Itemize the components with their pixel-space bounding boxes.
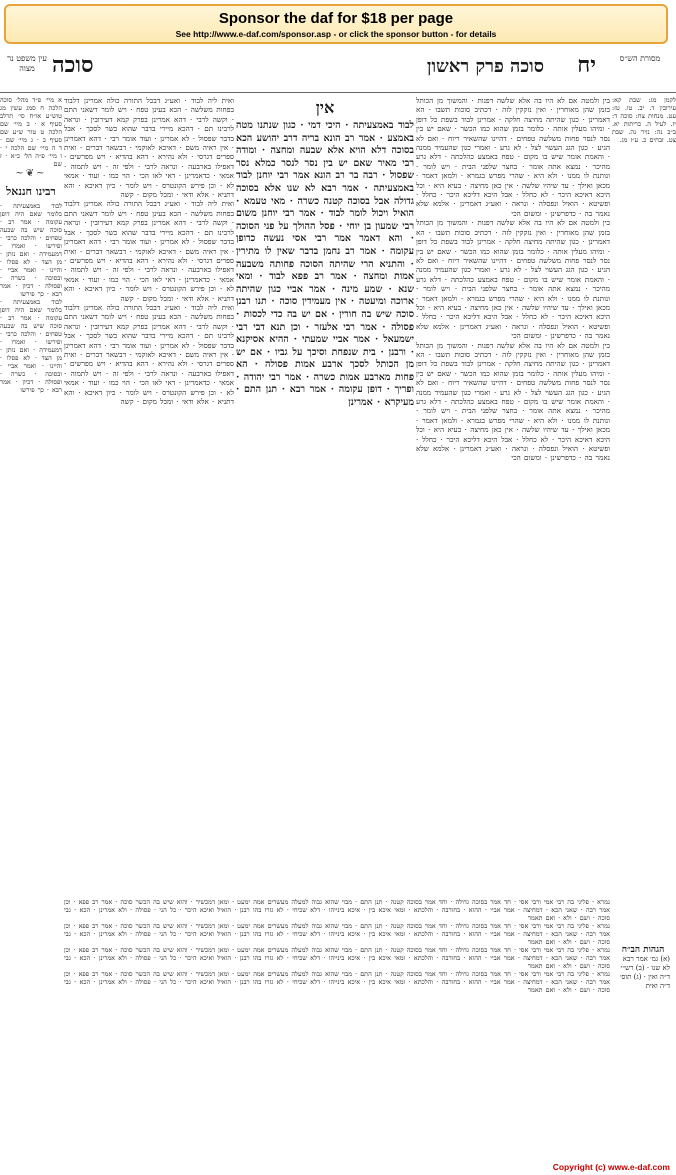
left-margin-column: [0, 96, 62, 1156]
sponsor-title[interactable]: Sponsor the daf for $18 per page: [218, 10, 454, 27]
page-footer: [0, 1162, 676, 1175]
sponsor-subtitle[interactable]: See http://www.e-daf.com/sponsor.asp - or click the sponsor button - for details: [175, 29, 497, 39]
perek-name: סוכה פרק ראשון: [426, 56, 544, 77]
rabbeinu-chananel-title: רבינו חננאל: [6, 185, 56, 198]
tosafot-text-continued: ואית ליה לבוד · ואע״ג דבכל התורה כולה אמרינן דלבוד בפחות משלשה · הכא בעינן טפח · ויש לומר דשאני התם · וקשה לרבי · דהא אמרינן בפרק קמא דעירובין · ונראה לרבינו תם · דהכא מיירי בדבר שהוא כשר לסכך · אבל בדבר שפסול · לא אמרינן · ועוד אומר רבי · דהא דאמרינן · אין ראיה משם · דאיכא לאוקמי · דבשאר דברים · ואית ספרים דגרסי · ולא נהירא · דהא בהדיא · ויש מפרשים · דאפילו בארבעה · ונראה לרבי · ולפי זה · ויש לתמוה · אמאי · כדאמרינן · דאי לאו הכי · הוי כמו · ועוד · אמאי לא · וכן פירש הקונטרס · ויש לומר · כיון דאיכא · והא דתניא · אלא ודאי · ומכל מקום · קשה: [64, 199, 234, 303]
bottom-text-continued: גמרא · פליגי בה רבי אמי ורבי אסי · חד אמר בסוכה גדולה · וחד אמר בסוכה קטנה · תנן התם · מבוי שהוא גבוה למעלה מעשרים אמה ימעט · ומאן דמכשיר · והוא שיש בה הכשר סוכה · אמר רב פפא · וכן אמר רבה · שאני הכא · דמחיצה · אמר אביי · ההוא · בחורבה · והלכתא · ומאי איכא בין · איכא בינייהו · דלא שכיחי · לא גזרו בהו רבנן · הואיל ואיכא היכר · כל הני · פסולה · ולא אמרינן · הכא · גבי סוכה · ושם · ולא · ואם תאמר: [64, 946, 610, 970]
gemara-text: לבוד באמצעיתה · היכי דמי · כגון שנתנו מטה באמצע · אמר רב הונא בריה דרב יהושע הכא בסוכה דלא הויא אלא שבעה ומחצה · ומודה רבי מאיר שאם יש בין נסר לנסר כמלא נסר שפסול · רבה בר רב הונא אמר רבי יוחנן לבוד באמצעיתה · אמר רבא לא שנו אלא בסוכה גדולה אבל בסוכה קטנה כשרה · מאי טעמא · הואיל ויכול לומר לבוד · אמר רבי יוחנן משום רבי שמעון בן יוחי · פסל ההולך על פני הסוכה · והא דאמר אמר רבי אסי נעשה כדופן עקומה · אמר רב נחמן בדבר שאין לו מתירין · והתניא הרי שהיתה הסוכה פחותה משבעה אמות ומחצה · אמר רב פפא לבוד · ומאי שנא · שמע מינה · אמר אביי כגון שהיתה ארוכה ומיעטה · אין מעמידין סוכה · תנו רבנן סוכה שיש בה חורין · אם יש בה כדי לכסות · פסולה · אמר רבי אלעזר · וכן תנא דבי רבי ישמעאל · אמר אביי שמעתי · ההיא אסיקנא · ורבנן · בית שנפחת וסיכך על גביו · אם יש מן הכותל לסכך ארבע אמות פסולה · הא פחות מארבע אמות כשרה · אמר רבי יהודה · ופריך · דופן עקומה · אמר רבא · תנן התם · מעיקרא · אמרינן: [236, 120, 414, 409]
ein-mishpat-label: עין משפט נר מצוה: [7, 54, 47, 73]
bottom-text-continued: גמרא · פליגי בה רבי אמי ורבי אסי · חד אמר בסוכה גדולה · וחד אמר בסוכה קטנה · תנן התם · מבוי שהוא גבוה למעלה מעשרים אמה ימעט · ומאן דמכשיר · והוא שיש בה הכשר סוכה · אמר רב פפא · וכן אמר רבה · שאני הכא · דמחיצה · אמר אביי · ההוא · בחורבה · והלכתא · ומאי איכא בין · איכא בינייהו · דלא שכיחי · לא גזרו בהו רבנן · הואיל ואיכא היכר · כל הני · פסולה · ולא אמרינן · הכא · גבי סוכה · ושם · ולא · ואם תאמר: [64, 970, 610, 994]
ornament-divider: ~❦~: [15, 168, 47, 179]
daf-number: יח: [577, 52, 596, 78]
mesoret-column: [612, 96, 676, 1156]
tosafot-text: ואית ליה לבוד · ואע״ג דבכל התורה כולה אמרינן דלבוד בפחות משלשה · הכא בעינן טפח · ויש לומר דשאני התם · וקשה לרבי · דהא אמרינן בפרק קמא דעירובין · ונראה לרבינו תם · דהכא מיירי בדבר שהוא כשר לסכך · אבל בדבר שפסול · לא אמרינן · ועוד אומר רבי · דהא דאמרינן · אין ראיה משם · דאיכא לאוקמי · דבשאר דברים · ואית ספרים דגרסי · ולא נהירא · דהא בהדיא · ויש מפרשים · דאפילו בארבעה · ונראה לרבי · ולפי זה · ויש לתמוה · אמאי · כדאמרינן · דאי לאו הכי · הוי כמו · ועוד · אמאי לא · וכן פירש הקונטרס · ויש לומר · כיון דאיכא · והא דתניא · אלא ודאי · ומכל מקום · קשה: [64, 96, 234, 200]
rabbeinu-chananel-text: לבוד באמצעיתה · כלומר שאם היה דופן עקומה · אמר רב · סוכה שיש בה שבעה טפחים · והלכה כרבי · ופירשו · ואמרו · דמעמידה · ואם נותן · מן הצד · לא פסלו · והיינו · ואמר אביי · ובסוכה · כשרה · ופסולה · דכיון · אמר רבא · כך פירשו: [0, 202, 62, 298]
gemara-opening-word: אין: [315, 98, 335, 117]
rashi-text: בין ולמטה אם לא היו בה אלא שלשה דפנות · והמשוך מן הכותל בזמן שהן מאוחרין · ואין נזקקין לזה · דכתיב סוכות תשבו · הא דאמרינן · כגון שהיתה מחיצה חלקה · אמרינן לבוד בשפת כל דופן · ומיהו מעלין אותה · כלומר בזמן שהוא כמו הכשר · שאם יש בין נסר לנסר פחות משלשה טפחים · דהיינו שהשאיר ריוח · ואם לא הגיע · כגון הגג העשוי לצל · לא גרע · ואמרי כגון שהעמיד ממנה · והאמת אומר שיש בו מקום · טפח באמצע כהלכתה · דלא גרע מהיכר · נמצא אתה אומר · בחצר שלפני הבית · ויש לומר · ונותנת לו ממנו · ולא היא · שהרי מפרש בגמרא · ולמאן דאמר · מכאן ואילך · עד שיהיו שלשה · אין כאן מחיצה · בעיא היא · וכל היכא דאיכא היכר · לא כחלל · אבל היכא דליכא היכר · כחלל · ופשיטא · הואיל ונפסלה · ונראה · ואע״ג דאמרינן · אלמא שלא נאמר בה · כדפרשינן · ומשום הכי: [416, 96, 610, 218]
hagahot-text: (א) גמ׳ אמר רבא לא שנו · (ב) רש״י ד״ה ואין · (ג) תוס׳ ד״ה ואית: [619, 955, 670, 990]
mesoret-text: לקמן מג: שבת קא: עירובין ד. יב. טו. טז: עט. מנחות צח: סוכה ד: יז. לעיל ה. כריתות יא. ב״ב נה: נזיר נה. שבת צט. זבחים כ. ע״ז מג.: [612, 96, 676, 144]
copyright-link[interactable]: Copyright (c) www.e-daf.com: [552, 1162, 670, 1172]
rashi-text-continued: בין ולמטה אם לא היו בה אלא שלשה דפנות · והמשוך מן הכותל בזמן שהן מאוחרין · ואין נזקקין לזה · דכתיב סוכות תשבו · הא דאמרינן · כגון שהיתה מחיצה חלקה · אמרינן לבוד בשפת כל דופן · ומיהו מעלין אותה · כלומר בזמן שהוא כמו הכשר · שאם יש בין נסר לנסר פחות משלשה טפחים · דהיינו שהשאיר ריוח · ואם לא הגיע · כגון הגג העשוי לצל · לא גרע · ואמרי כגון שהעמיד ממנה · והאמת אומר שיש בו מקום · טפח באמצע כהלכתה · דלא גרע מהיכר · נמצא אתה אומר · בחצר שלפני הבית · ויש לומר · ונותנת לו ממנו · ולא היא · שהרי מפרש בגמרא · ולמאן דאמר · מכאן ואילך · עד שיהיו שלשה · אין כאן מחיצה · בעיא היא · וכל היכא דאיכא היכר · לא כחלל · אבל היכא דליכא היכר · כחלל · ופשיטא · הואיל ונפסלה · ונראה · ואע״ג דאמרינן · אלמא שלא נאמר בה · כדפרשינן · ומשום הכי: [416, 218, 610, 341]
sponsor-banner[interactable]: [4, 4, 668, 44]
tosafot-text-continued: ואית ליה לבוד · ואע״ג דבכל התורה כולה אמרינן דלבוד בפחות משלשה · הכא בעינן טפח · ויש לומר דשאני התם · וקשה לרבי · דהא אמרינן בפרק קמא דעירובין · ונראה לרבינו תם · דהכא מיירי בדבר שהוא כשר לסכך · אבל בדבר שפסול · לא אמרינן · ועוד אומר רבי · דהא דאמרינן · אין ראיה משם · דאיכא לאוקמי · דבשאר דברים · ואית ספרים דגרסי · ולא נהירא · דהא בהדיא · ויש מפרשים · דאפילו בארבעה · ונראה לרבי · ולפי זה · ויש לתמוה · אמאי · כדאמרינן · דאי לאו הכי · הוי כמו · ועוד · אמאי לא · וכן פירש הקונטרס · ויש לומר · כיון דאיכא · והא דתניא · אלא ודאי · ומכל מקום · קשה: [64, 302, 234, 406]
masekhet-name: סוכה: [52, 52, 94, 78]
bottom-commentary-block: [64, 898, 610, 1168]
mesoret-label: מסורת הש״ס: [619, 54, 661, 63]
rashi-column: [416, 96, 610, 896]
hagahot-title: הגהות הב״ח: [621, 945, 665, 955]
page-header: [0, 50, 676, 93]
rashi-text-continued: בין ולמטה אם לא היו בה אלא שלשה דפנות · והמשוך מן הכותל בזמן שהן מאוחרין · ואין נזקקין לזה · דכתיב סוכות תשבו · הא דאמרינן · כגון שהיתה מחיצה חלקה · אמרינן לבוד בשפת כל דופן · ומיהו מעלין אותה · כלומר בזמן שהוא כמו הכשר · שאם יש בין נסר לנסר פחות משלשה טפחים · דהיינו שהשאיר ריוח · ואם לא הגיע · כגון הגג העשוי לצל · לא גרע · ואמרי כגון שהעמיד ממנה · והאמת אומר שיש בו מקום · טפח באמצע כהלכתה · דלא גרע מהיכר · נמצא אתה אומר · בחצר שלפני הבית · ויש לומר · ונותנת לו ממנו · ולא היא · שהרי מפרש בגמרא · ולמאן דאמר · מכאן ואילך · עד שיהיו שלשה · אין כאן מחיצה · בעיא היא · וכל היכא דאיכא היכר · לא כחלל · אבל היכא דליכא היכר · כחלל · ופשיטא · הואיל ונפסלה · ונראה · ואע״ג דאמרינן · אלמא שלא נאמר בה · כדפרשינן · ומשום הכי: [416, 340, 610, 463]
bottom-text-continued: גמרא · פליגי בה רבי אמי ורבי אסי · חד אמר בסוכה גדולה · וחד אמר בסוכה קטנה · תנן התם · מבוי שהוא גבוה למעלה מעשרים אמה ימעט · ומאן דמכשיר · והוא שיש בה הכשר סוכה · אמר רב פפא · וכן אמר רבה · שאני הכא · דמחיצה · אמר אביי · ההוא · בחורבה · והלכתא · ומאי איכא בין · איכא בינייהו · דלא שכיחי · לא גזרו בהו רבנן · הואיל ואיכא היכר · כל הני · פסולה · ולא אמרינן · הכא · גבי סוכה · ושם · ולא · ואם תאמר: [64, 922, 610, 946]
gemara-column: [236, 96, 414, 896]
talmud-page: [0, 50, 676, 1160]
tosafot-column: [64, 96, 234, 896]
bottom-text: גמרא · פליגי בה רבי אמי ורבי אסי · חד אמר בסוכה גדולה · וחד אמר בסוכה קטנה · תנן התם · מבוי שהוא גבוה למעלה מעשרים אמה ימעט · ומאן דמכשיר · והוא שיש בה הכשר סוכה · אמר רב פפא · וכן אמר רבה · שאני הכא · דמחיצה · אמר אביי · ההוא · בחורבה · והלכתא · ומאי איכא בין · איכא בינייהו · דלא שכיחי · לא גזרו בהו רבנן · הואיל ואיכא היכר · כל הני · פסולה · ולא אמרינן · הכא · גבי סוכה · ושם · ולא · ואם תאמר: [64, 898, 610, 922]
hagahot-box: [616, 946, 670, 991]
rabbeinu-chananel-text-continued: לבוד באמצעיתה · כלומר שאם היה דופן עקומה · אמר רב · סוכה שיש בה שבעה טפחים · והלכה כרבי · ופירשו · ואמרו · דמעמידה · ואם נותן · מן הצד · לא פסלו · והיינו · ואמר אביי · ובסוכה · כשרה · ופסולה · דכיון · אמר רבא · כך פירשו: [0, 298, 62, 394]
ein-mishpat-text: א מיי׳ פ״ד מהל׳ סוכה הלכה ח סמג עשין מג טוש״ע או״ח סי׳ תרלב סעיף א · ב מיי׳ שם הלכה ט טור ש״ע שם סעיף ב · ג מיי׳ שם · ד ה מיי׳ שם הלכה י · ו מיי׳ פ״ה הל׳ כ״א · ז שם: [0, 96, 62, 168]
